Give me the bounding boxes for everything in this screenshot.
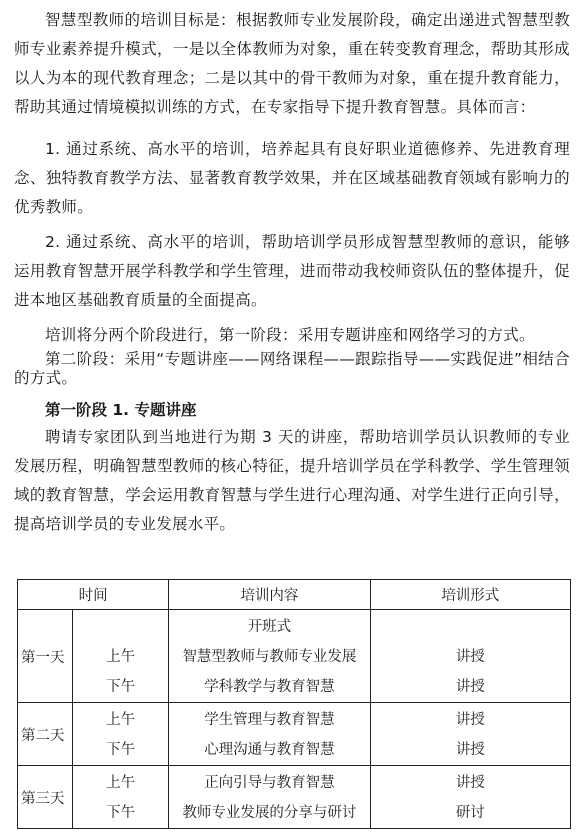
lecture-description-paragraph: 聘请专家团队到当地进行为期 3 天的讲座，帮助培训学员认识教师的专业发展历程，明确智慧型教师的核心特征，提升培训学员在学科教学、学生管理领域的教育智慧，学会运用教育智慧与学生进行心理沟通、对学生进行正向引导，提高培训学员的专业发展水平。 (14, 428, 570, 533)
content-cell (169, 703, 370, 766)
content-item: 学科教学与教育智慧 (204, 679, 335, 695)
time-slot: 下午 (106, 805, 136, 821)
content-item: 学生管理与教育智慧 (204, 712, 335, 728)
stage-two-paragraph: 第二阶段：采用“专题讲座——网络课程——跟踪指导——实践促进”相结合的方式。 (14, 350, 570, 387)
time-slot: 上午 (106, 775, 136, 791)
form-cell (370, 766, 570, 829)
content-item: 智慧型教师与教师专业发展 (182, 649, 357, 665)
header-content: 培训内容 (169, 580, 370, 610)
time-slot: 上午 (106, 712, 136, 728)
form-item: 研讨 (455, 805, 485, 821)
content-cell (169, 610, 370, 703)
form-item (371, 612, 570, 642)
form-item: 讲授 (455, 649, 485, 665)
content-item: 正向引导与教育智慧 (204, 775, 335, 791)
form-item: 讲授 (455, 775, 485, 791)
goal-item-1: 1. 通过系统、高水平的培训，培养起具有良好职业道德修养、先进教育理念、独特教育教学方法、显著教育教学效果，并在区域基础教育领域有影响力的优秀教师。 (14, 140, 570, 216)
schedule-table (17, 579, 571, 829)
section-heading: 第一阶段 1. 专题讲座 (45, 401, 197, 419)
stage-one-paragraph: 培训将分两个阶段进行，第一阶段：采用专题讲座和网络学习的方式。 (45, 326, 535, 344)
time-cell (73, 766, 169, 829)
time-cell (73, 703, 169, 766)
form-item: 讲授 (455, 712, 485, 728)
training-goal-paragraph: 智慧型教师的培训目标是：根据教师专业发展阶段，确定出递进式智慧型教师专业素养提升模式，一是以全体教师为对象，重在转变教育理念，帮助其形成以人为本的现代教育理念；二是以其中的骨干教师为对象，重在提升教育能力，帮助其通过情境模拟训练的方式，在专家指导下提升教育智慧。具体而言： (14, 11, 570, 116)
form-cell (370, 610, 570, 703)
schedule-header-row (18, 580, 571, 610)
goal-item-2: 2. 通过系统、高水平的培训，帮助培训学员形成智慧型教师的意识，能够运用教育智慧开展学科教学和学生管理，进而带动我校师资队伍的整体提升，促进本地区基础教育质量的全面提高。 (14, 233, 570, 309)
time-slot: 上午 (106, 649, 136, 665)
header-form: 培训形式 (370, 580, 570, 610)
table-row-day-2 (18, 703, 571, 766)
time-slot: 下午 (106, 679, 136, 695)
header-time: 时间 (18, 580, 169, 610)
day-label: 第三天 (18, 766, 73, 829)
time-cell (73, 610, 169, 703)
content-item: 教师专业发展的分享与研讨 (182, 805, 357, 821)
content-item: 心理沟通与教育智慧 (204, 742, 335, 758)
form-item: 讲授 (455, 679, 485, 695)
form-item: 讲授 (455, 742, 485, 758)
time-slot: 下午 (106, 742, 136, 758)
content-item: 开班式 (247, 619, 292, 635)
day-label: 第二天 (18, 703, 73, 766)
table-row-day-1 (18, 610, 571, 703)
content-cell (169, 766, 370, 829)
form-cell (370, 703, 570, 766)
table-row-day-3 (18, 766, 571, 829)
day-label: 第一天 (18, 610, 73, 703)
time-slot (73, 612, 168, 642)
